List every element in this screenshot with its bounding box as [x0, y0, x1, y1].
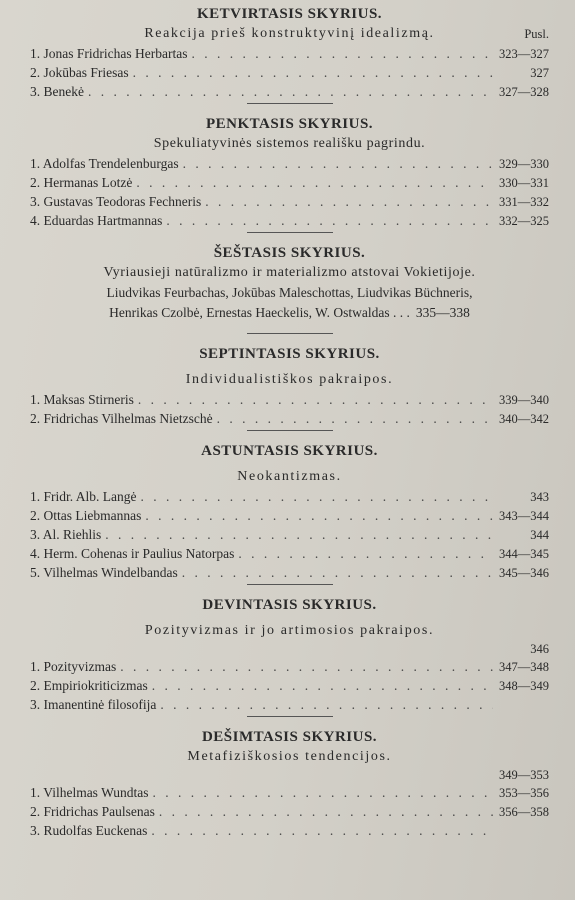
toc-entry[interactable]: 4. Eduardas Hartmannas . . . 332—325: [30, 211, 549, 230]
toc-entry[interactable]: 3. Imanentinė filosofija . . .: [30, 695, 549, 714]
toc-entry[interactable]: 3. Benekė . . . 327—328: [30, 82, 549, 101]
section-septintasis: [30, 344, 549, 431]
section-divider: [247, 232, 333, 233]
section-heading: KETVIRTASIS SKYRIUS.: [196, 6, 383, 22]
section-heading: DEVINTASIS SKYRIUS.: [202, 597, 377, 613]
toc-entry[interactable]: 1. Pozityvizmas . . . 347—348: [30, 657, 549, 676]
toc-entry[interactable]: 1. Vilhelmas Wundtas . . . 353—356: [30, 783, 549, 802]
toc-entry[interactable]: 2. Fridrichas Paulsenas . . . 356—358: [30, 802, 549, 821]
entry-list: [30, 783, 549, 840]
section-devintasis: [30, 595, 549, 717]
section-divider: [247, 333, 333, 334]
section-astuntasis: [30, 441, 549, 585]
section-heading: DEŠIMTASIS SKYRIUS.: [201, 729, 378, 745]
section-divider: [247, 103, 333, 104]
section-heading: PENKTASIS SKYRIUS.: [205, 116, 374, 132]
toc-entry[interactable]: 1. Jonas Fridrichas Herbartas . . . 323—327: [30, 44, 549, 63]
toc-entry[interactable]: 3. Rudolfas Euckenas . . .: [30, 821, 549, 840]
toc-entry[interactable]: 2. Fridrichas Vilhelmas Nietzschė . . . 340—342: [30, 409, 549, 428]
toc-entry[interactable]: 2. Ottas Liebmannas . . . 343—344: [30, 506, 549, 525]
section-subtitle: Metafiziškosios tendencijos.: [187, 749, 392, 764]
section-divider: [247, 584, 333, 585]
section-subtitle: Spekuliatyvinės sistemos reališku pagrindu.: [153, 136, 426, 151]
section-heading: SEPTINTASIS SKYRIUS.: [199, 346, 380, 362]
entry-list: [30, 390, 549, 428]
section-desimtasis: [30, 727, 549, 840]
section-heading: ŠEŠTASIS SKYRIUS.: [213, 245, 366, 261]
section-subtitle: Neokantizmas.: [237, 469, 342, 484]
toc-entry[interactable]: 1. Adolfas Trendelenburgas . . . 329—330: [30, 154, 549, 173]
entry-list: [30, 44, 549, 101]
toc-entry[interactable]: 1. Fridr. Alb. Langė . . . 343: [30, 487, 549, 506]
entry-list: [30, 487, 549, 582]
section-lead-pages: 346: [530, 642, 549, 656]
toc-entry-paragraph[interactable]: Liudvikas Feurbachas, Jokūbas Maleschottas, Liudvikas Büchneris, Henrikas Czolbė, Ernestas Haeckelis, W. Ostwaldas . . . 335—338: [106, 285, 473, 320]
section-heading: ASTUNTASIS SKYRIUS.: [201, 443, 378, 459]
section-subtitle: Individualistiškos pakraipos.: [185, 372, 394, 387]
toc-entry[interactable]: 5. Vilhelmas Windelbandas . . . 345—346: [30, 563, 549, 582]
section-subtitle: Reakcija prieš konstruktyvinį idealizmą.: [144, 26, 435, 41]
section-lead-pages: 349—353: [499, 768, 549, 782]
section-subtitle: Vyriausieji natūralizmo ir materializmo atstovai Vokietijoje.: [103, 265, 476, 280]
toc-entry[interactable]: 1. Maksas Stirneris . . . 339—340: [30, 390, 549, 409]
section-subtitle: Pozityvizmas ir jo artimosios pakraipos.: [144, 623, 435, 638]
section-divider: [247, 430, 333, 431]
entry-list: [30, 657, 549, 714]
toc-entry[interactable]: 2. Jokūbas Friesas . . . 327: [30, 63, 549, 82]
toc-entry[interactable]: 2. Empiriokriticizmas . . . 348—349: [30, 676, 549, 695]
section-sestasis: [30, 243, 549, 334]
toc-entry[interactable]: 3. Al. Riehlis . . . 344: [30, 525, 549, 544]
section-penktasis: [30, 114, 549, 233]
section-ketvirtasis: [30, 4, 549, 104]
pages-column-label: Pusl.: [524, 27, 549, 41]
toc-entry[interactable]: 4. Herm. Cohenas ir Paulius Natorpas . . . 344—345: [30, 544, 549, 563]
toc-entry[interactable]: 3. Gustavas Teodoras Fechneris . . . 331—332: [30, 192, 549, 211]
entry-list: [30, 154, 549, 230]
section-divider: [247, 716, 333, 717]
toc-entry[interactable]: 2. Hermanas Lotzė . . . 330—331: [30, 173, 549, 192]
